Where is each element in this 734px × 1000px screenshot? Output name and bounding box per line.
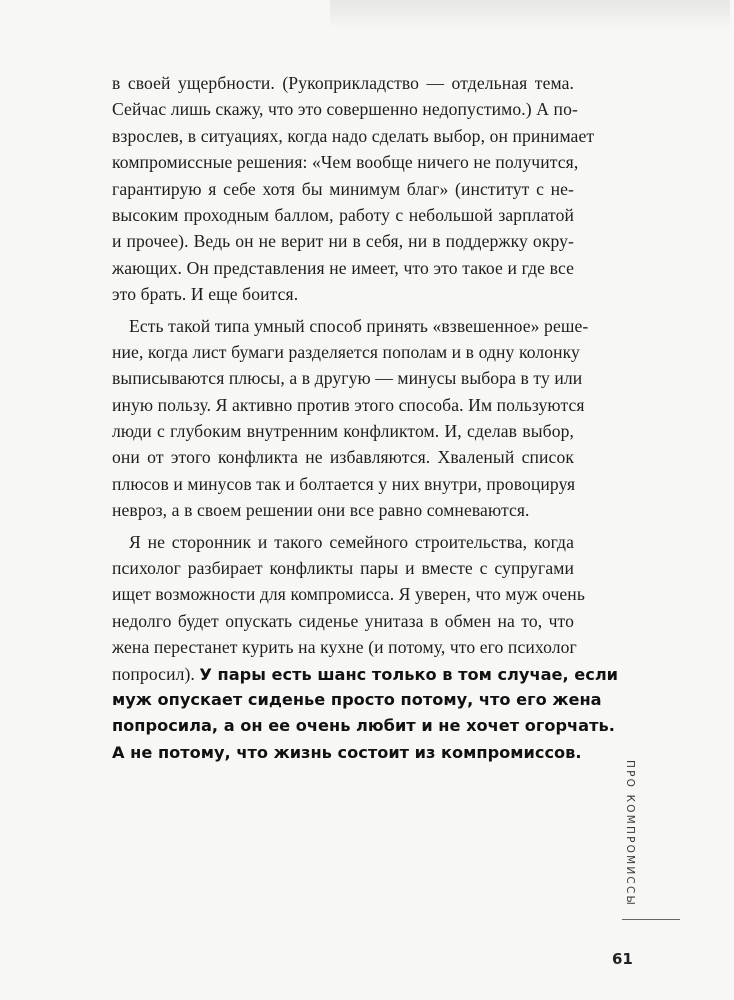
page-number: 61: [612, 950, 633, 968]
text-fragment: попросил).: [112, 663, 195, 684]
text-line: жающих. Он представления не имеет, что это такое и где все: [112, 257, 574, 278]
text-line: и прочее). Ведь он не верит ни в себя, ни в поддержку окру-: [112, 231, 574, 252]
text-line: Есть такой типа умный способ принять «взвешенное» реше-: [129, 315, 589, 336]
bold-text-fragment: У пары есть шанс только в том случае, если: [199, 664, 619, 684]
chapter-side-label: [615, 760, 645, 910]
mixed-text-line: [112, 661, 619, 687]
text-line: жена перестанет курить на кухне (и потому, что его психолог: [112, 637, 577, 658]
text-line: иную пользу. Я активно против этого способа. Им пользуются: [112, 394, 585, 415]
text-line: ищет возможности для компромисса. Я уверен, что муж очень: [112, 584, 585, 605]
text-line: компромиссные решения: «Чем вообще ничего не получится,: [112, 152, 579, 173]
text-line: ние, когда лист бумаги разделяется пополам и в одну колонку: [112, 341, 580, 362]
bold-text-line: попросила, а он ее очень любит и не хочет огорчать.: [112, 716, 615, 736]
text-line: недолго будет опускать сиденье унитаза в обмен на то, что: [112, 610, 574, 631]
text-line: гарантирую я себе хотя бы минимум благ» (институт с не-: [112, 178, 574, 199]
text-line: это брать. И еще боится.: [112, 284, 299, 305]
text-line: невроз, а в своем решении они все равно сомневаются.: [112, 500, 530, 521]
text-line: взрослев, в ситуациях, когда надо сделать выбор, он принимает: [112, 125, 595, 146]
text-line: Сейчас лишь скажу, что это совершенно недопустимо.) А по-: [112, 99, 578, 120]
body-text: [112, 70, 619, 766]
scan-shadow: [330, 0, 730, 30]
text-line: плюсов и минусов так и болтается у них внутри, провоцируя: [112, 473, 576, 494]
text-line: высоким проходным баллом, работу с небольшой зарплатой: [112, 204, 574, 225]
chapter-title: ПРО КОМПРОМИССЫ: [624, 760, 636, 907]
text-line: люди с глубоким внутренним конфликтом. И, сделав выбор,: [112, 421, 574, 442]
text-line: психолог разбирает конфликты пары и вместе с супругами: [112, 558, 574, 579]
text-line: выписываются плюсы, а в другую — минусы выбора в ту или: [112, 368, 583, 389]
text-line: они от этого конфликта не избавляются. Хваленый список: [112, 447, 574, 468]
text-line: Я не сторонник и такого семейного строительства, когда: [129, 531, 574, 552]
side-divider: [622, 919, 680, 920]
text-line: в своей ущербности. (Рукоприкладство — отдельная тема.: [112, 73, 574, 93]
bold-text-line: муж опускает сиденье просто потому, что его жена: [112, 689, 602, 709]
bold-text-line: А не потому, что жизнь состоит из компромиссов.: [112, 742, 582, 762]
